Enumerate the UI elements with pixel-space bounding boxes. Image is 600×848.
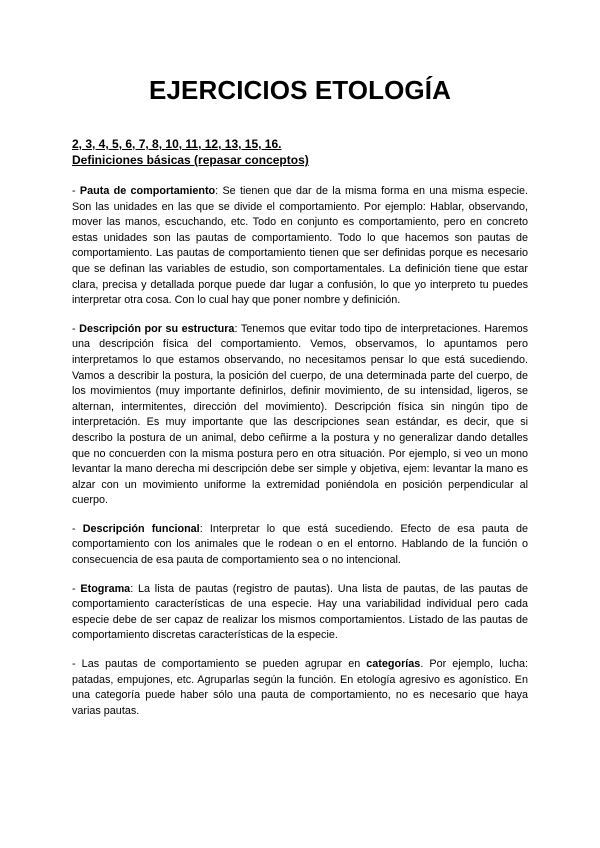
section-subtitle: Definiciones básicas (repasar conceptos) [72, 153, 309, 167]
paragraph-etograma [72, 582, 528, 644]
document-page [72, 74, 528, 732]
exercise-list: 2, 3, 4, 5, 6, 7, 8, 10, 11, 12, 13, 15, 16. [72, 137, 282, 151]
term-separator: : [199, 522, 210, 535]
term-descripcion-estructura: Descripción por su estructura [79, 322, 235, 335]
paragraph-prefix: - [72, 522, 83, 535]
paragraph-body: Se tienen que dar de la misma forma en una misma especie. Son las unidades en las que se divide el comportamiento. Por ejemplo: Hablar, observando, mover las manos, escuchando, etc. Todo en conjunto es comportamiento, pero en concreto estas unidades son las pautas de comportamiento. Todo lo que hacemos son pautas de comportamiento. Las pautas de comportamiento tienen que ser definidas porque es necesario que se definan las variables de estudio, son comportamentales. La definición tiene que estar clara, precisa y detallada porque puede dar lugar a confusión, lo que yo interpreto tu puedes interpretar otra cosa. Con lo cual hay que poner nombre y definición. [72, 185, 528, 307]
paragraph-body: Tenemos que evitar todo tipo de interpretaciones. Haremos una descripción física del comportamiento. Vemos, observamos, lo apuntamos pero interpretamos lo que estamos observando, no necesitamos pensar lo que está sucediendo. Vamos a describir la postura, la posición del cuerpo, de una determinada parte del cuerpo, de los movimientos (muy importante definirlos, definir movimiento, de su intensidad, ligeros, se alternan, intermitentes, dirección del movimiento). Descripción física sin ningún tipo de interpretación. Es muy importante que las descripciones sean estándar, es decir, que si describo la postura de un animal, debo ceñirme a la postura y no generalizar dando detalles que no concuerden con la misma postura pero en otra situación. Por ejemplo, si veo un mono levantar la mano derecha mi descripción debe ser simple y objetiva, ejem: levantar la mano es alzar con un movimiento uniforme la extremidad poniéndola en posición perpendicular al cuerpo. [72, 322, 528, 507]
paragraph-text-before: - Las pautas de comportamiento se pueden agrupar en [72, 658, 367, 671]
paragraph-prefix: - [72, 185, 80, 197]
term-separator: : [215, 185, 223, 197]
term-descripcion-funcional: Descripción funcional [82, 522, 200, 535]
paragraph-text-after: . Por ejemplo, lucha: patadas, empujones, etc. Agruparlas según la función. En etología agresivo es agonístico. En una categoría puede haber sólo una pauta de comportamiento, no es necesario que haya varias pautas. [72, 658, 528, 717]
paragraph-body: Interpretar lo que está sucediendo. Efecto de esa pauta de comportamiento con los animales que le rodean o en el entorno. Hablando de la función o consecuencia de esa pauta de comportamiento sea o no intencional. [72, 522, 528, 567]
document-title: EJERCICIOS ETOLOGÍA [149, 75, 451, 105]
paragraph-prefix: - [72, 582, 81, 595]
term-separator: : [130, 582, 138, 595]
paragraph-categorias [72, 657, 528, 719]
paragraph-prefix: - [72, 322, 80, 335]
paragraph-descripcion-estructura [72, 322, 528, 509]
paragraph-descripcion-funcional [72, 522, 528, 569]
term-categorias: categorías [366, 658, 421, 671]
paragraph-pauta-comportamiento [72, 184, 528, 309]
term-separator: : [234, 322, 241, 335]
term-etograma: Etograma [80, 582, 131, 595]
term-pauta-comportamiento: Pauta de comportamiento [79, 185, 216, 197]
paragraph-body: La lista de pautas (registro de pautas). Una lista de pautas, de las pautas de comportamiento características de una especie. Hay una variabilidad individual pero cada especie debe de ser capaz de realizar los mismos comportamientos. Listado de las pautas de comportamiento discretas características de la especie. [72, 582, 528, 642]
